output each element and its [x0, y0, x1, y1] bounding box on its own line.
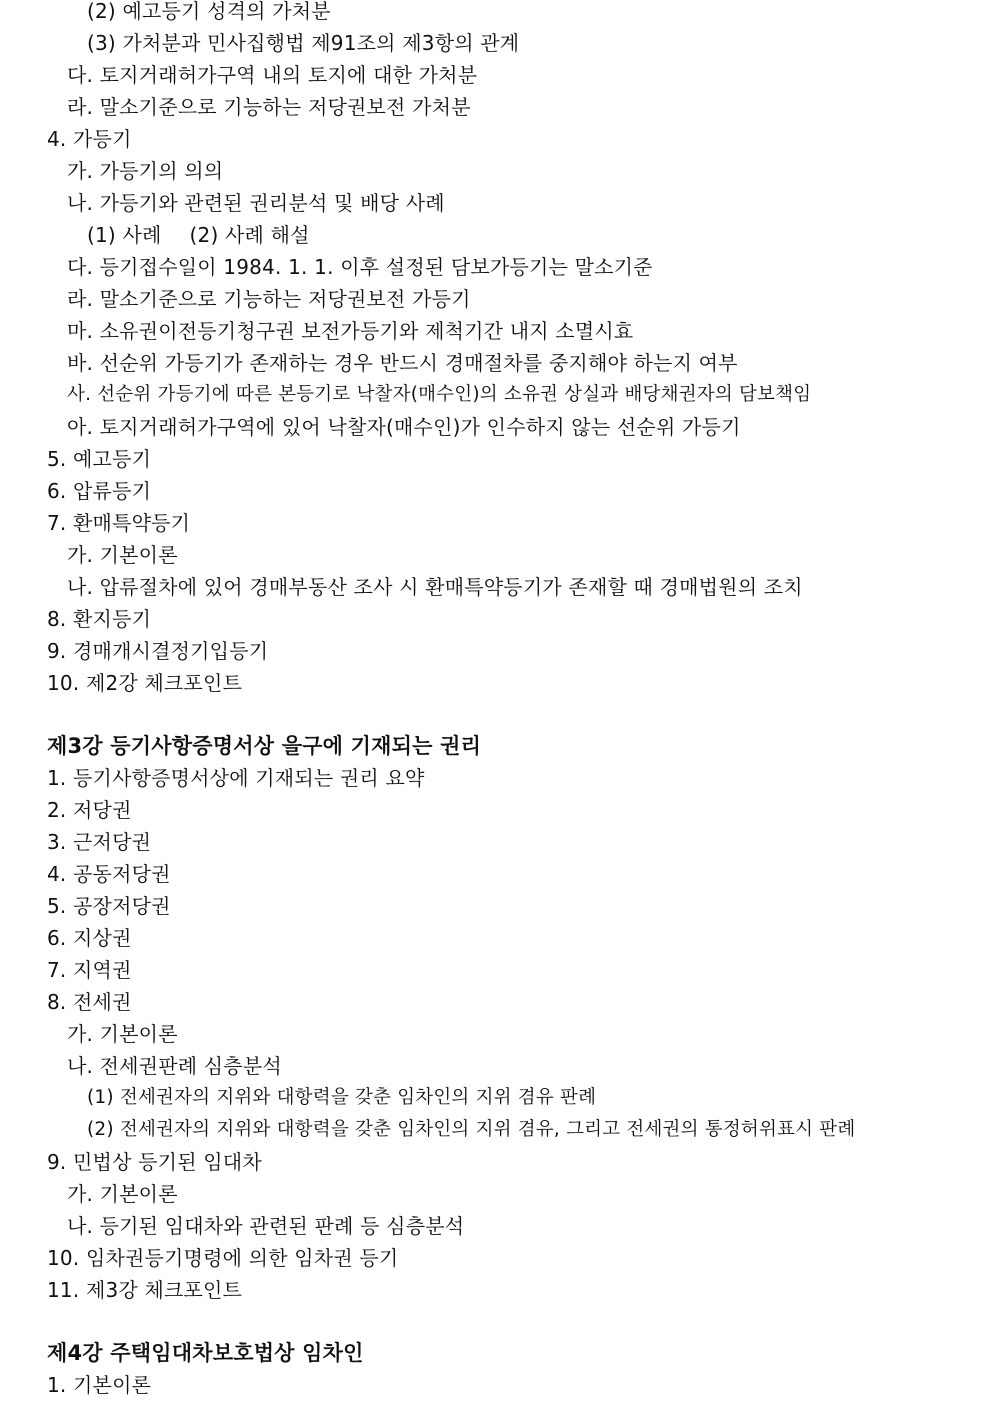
toc-line: 바. 선순위 가등기가 존재하는 경우 반드시 경매절차를 중지해야 하는지 여부	[67, 351, 738, 375]
toc-line: 8. 전세권	[47, 990, 132, 1014]
toc-line: 나. 가등기와 관련된 권리분석 및 배당 사례	[67, 191, 445, 215]
toc-line: 가. 가등기의 의의	[67, 159, 224, 183]
toc-line: 1. 등기사항증명서상에 기재되는 권리 요약	[47, 766, 425, 790]
toc-line: 나. 전세권판례 심층분석	[67, 1054, 282, 1078]
toc-line: 7. 환매특약등기	[47, 511, 191, 535]
toc-line: 1. 기본이론	[47, 1373, 152, 1397]
toc-line: 라. 말소기준으로 기능하는 저당권보전 가처분	[67, 95, 471, 119]
toc-line: (3) 가처분과 민사집행법 제91조의 제3항의 관계	[87, 31, 520, 55]
toc-line: 나. 압류절차에 있어 경매부동산 조사 시 환매특약등기가 존재할 때 경매법원의 조치	[67, 575, 803, 599]
toc-line: 7. 지역권	[47, 958, 132, 982]
toc-line: 9. 경매개시결정기입등기	[47, 639, 269, 663]
toc-line: 6. 압류등기	[47, 479, 152, 503]
toc-item: (2) 사례 해설	[189, 223, 310, 247]
chapter-heading: 제4강 주택임대차보호법상 임차인	[47, 1341, 364, 1365]
toc-line: (1) 전세권자의 지위와 대항력을 갖춘 임차인의 지위 겸유 판례	[87, 1087, 597, 1108]
toc-line: 가. 기본이론	[67, 1182, 178, 1206]
toc-line: 라. 말소기준으로 기능하는 저당권보전 가등기	[67, 287, 471, 311]
toc-line: 5. 예고등기	[47, 447, 152, 471]
toc-line: 6. 지상권	[47, 926, 132, 950]
toc-line: 4. 가등기	[47, 127, 132, 151]
toc-line: 마. 소유권이전등기청구권 보전가등기와 제척기간 내지 소멸시효	[67, 319, 634, 343]
toc-line: 10. 임차권등기명령에 의한 임차권 등기	[47, 1246, 399, 1270]
toc-line: 5. 공장저당권	[47, 894, 171, 918]
toc-line: 가. 기본이론	[67, 543, 178, 567]
toc-line: 가. 기본이론	[67, 1022, 178, 1046]
toc-line: 9. 민법상 등기된 임대차	[47, 1150, 262, 1174]
toc-line: 11. 제3강 체크포인트	[47, 1278, 243, 1302]
toc-line: (2) 예고등기 성격의 가처분	[87, 0, 331, 23]
toc-line: 4. 공동저당권	[47, 862, 171, 886]
toc-line: (2) 전세권자의 지위와 대항력을 갖춘 임차인의 지위 겸유, 그리고 전세권의 통정허위표시 판례	[87, 1119, 856, 1140]
toc-line: 다. 등기접수일이 1984. 1. 1. 이후 설정된 담보가등기는 말소기준	[67, 255, 653, 279]
toc-line: 8. 환지등기	[47, 607, 152, 631]
chapter-heading: 제3강 등기사항증명서상 을구에 기재되는 권리	[47, 734, 482, 758]
toc-item: (1) 사례	[87, 223, 162, 247]
toc-line: 아. 토지거래허가구역에 있어 낙찰자(매수인)가 인수하지 않는 선순위 가등기	[67, 415, 741, 439]
toc-line: 3. 근저당권	[47, 830, 152, 854]
toc-line: 10. 제2강 체크포인트	[47, 671, 243, 695]
toc-line	[87, 222, 310, 248]
toc-line: 2. 저당권	[47, 798, 132, 822]
toc-line: 사. 선순위 가등기에 따른 본등기로 낙찰자(매수인)의 소유권 상실과 배당채권자의 담보책임	[67, 384, 812, 405]
toc-line: 나. 등기된 임대차와 관련된 판례 등 심층분석	[67, 1214, 465, 1238]
toc-line: 다. 토지거래허가구역 내의 토지에 대한 가처분	[67, 63, 478, 87]
